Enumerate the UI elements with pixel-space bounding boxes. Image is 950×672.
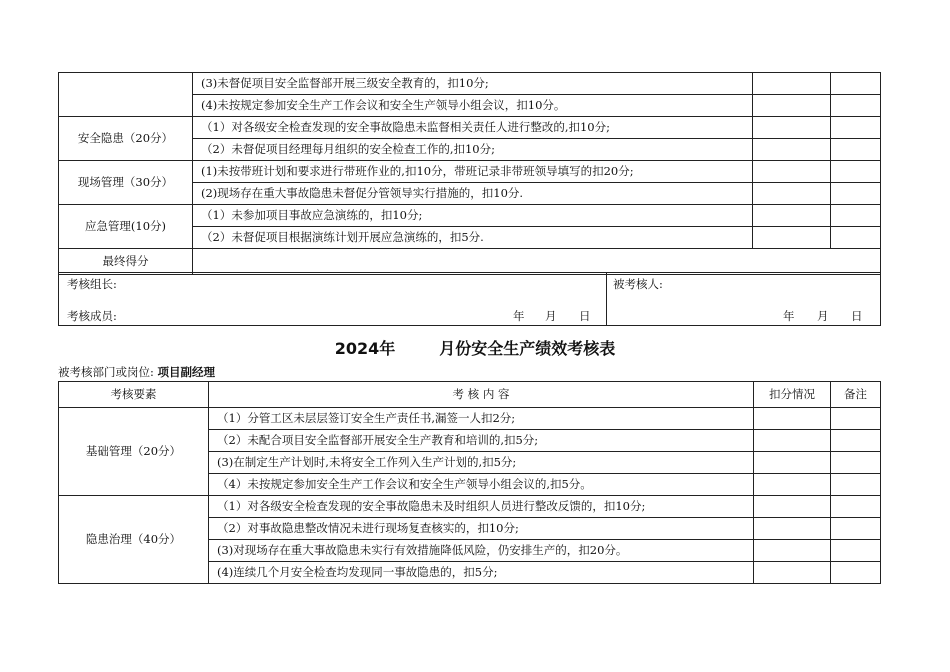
criteria-item: (4)连续几个月安全检查均发现同一事故隐患的，扣5分;	[209, 562, 754, 584]
remark-cell[interactable]	[831, 227, 881, 249]
deduction-cell[interactable]	[753, 95, 831, 117]
remark-cell[interactable]	[831, 408, 881, 430]
leader-label: 考核组长:	[67, 277, 117, 291]
date-month: 月	[545, 309, 557, 323]
assessee-label: 被考核人:	[613, 277, 663, 291]
signature-block	[58, 272, 881, 326]
criteria-item: （1）对各级安全检查发现的安全事故隐患未监督相关责任人进行整改的,扣10分;	[193, 117, 753, 139]
remark-cell[interactable]	[831, 117, 881, 139]
criteria-item: （2）未督促项目经理每月组织的安全检查工作的,扣10分;	[193, 139, 753, 161]
remark-cell[interactable]	[831, 518, 881, 540]
deduction-cell[interactable]	[754, 452, 831, 474]
form-title-year: 2024年	[334, 339, 396, 358]
final-score-value[interactable]	[193, 249, 881, 275]
category-cell: 应急管理(10分)	[59, 205, 193, 249]
criteria-item: （4）未按规定参加安全生产工作会议和安全生产领导小组会议的,扣5分。	[209, 474, 754, 496]
remark-cell[interactable]	[831, 139, 881, 161]
remark-cell[interactable]	[831, 430, 881, 452]
criteria-item: （1）对各级安全检查发现的安全事故隐患未及时组织人员进行整改反馈的，扣10分;	[209, 496, 754, 518]
header-content: 考 核 内 容	[209, 382, 754, 408]
form-title	[0, 336, 950, 359]
deduction-cell[interactable]	[754, 408, 831, 430]
date-year: 年	[513, 309, 525, 323]
deduction-cell[interactable]	[753, 227, 831, 249]
criteria-item: (4)未按规定参加安全生产工作会议和安全生产领导小组会议，扣10分。	[193, 95, 753, 117]
criteria-item: (1)未按带班计划和要求进行带班作业的,扣10分，带班记录非带班领导填写的扣20分;	[193, 161, 753, 183]
criteria-item: (3)对现场存在重大事故隐患未实行有效措施降低风险，仍安排生产的，扣20分。	[209, 540, 754, 562]
form-title-rest: 月份安全生产绩效考核表	[439, 339, 616, 358]
category-cell: 基础管理（20分）	[59, 408, 209, 496]
deduction-cell[interactable]	[753, 183, 831, 205]
remark-cell[interactable]	[831, 562, 881, 584]
remark-cell[interactable]	[831, 452, 881, 474]
date-year: 年	[783, 309, 795, 323]
criteria-item: （1）未参加项目事故应急演练的，扣10分;	[193, 205, 753, 227]
date-month: 月	[817, 309, 829, 323]
deduction-cell[interactable]	[754, 540, 831, 562]
deduction-cell[interactable]	[754, 518, 831, 540]
assessee-cell[interactable]	[607, 273, 881, 326]
criteria-item: （1）分管工区未层层签订安全生产责任书,漏签一人扣2分;	[209, 408, 754, 430]
deduction-cell[interactable]	[753, 117, 831, 139]
deduction-cell[interactable]	[753, 73, 831, 95]
criteria-item: （2）对事故隐患整改情况未进行现场复查核实的，扣10分;	[209, 518, 754, 540]
remark-cell[interactable]	[831, 205, 881, 227]
department-label: 被考核部门或岗位:	[58, 365, 154, 379]
members-label: 考核成员:	[67, 309, 117, 323]
final-score-label: 最终得分	[59, 249, 193, 275]
deduction-cell[interactable]	[753, 205, 831, 227]
assessment-table	[58, 381, 881, 584]
leader-members-cell[interactable]	[59, 273, 607, 326]
deduction-cell[interactable]	[754, 496, 831, 518]
criteria-item: (3)在制定生产计划时,未将安全工作列入生产计划的,扣5分;	[209, 452, 754, 474]
header-deduction: 扣分情况	[754, 382, 831, 408]
remark-cell[interactable]	[831, 540, 881, 562]
category-cell: 现场管理（30分）	[59, 161, 193, 205]
header-factor: 考核要素	[59, 382, 209, 408]
department-line	[58, 364, 215, 380]
department-value: 项目副经理	[157, 365, 216, 379]
category-cell: 安全隐患（20分）	[59, 117, 193, 161]
category-cell: 隐患治理（40分）	[59, 496, 209, 584]
category-cell	[59, 73, 193, 117]
remark-cell[interactable]	[831, 161, 881, 183]
remark-cell[interactable]	[831, 474, 881, 496]
criteria-item: (3)未督促项目安全监督部开展三级安全教育的，扣10分;	[193, 73, 753, 95]
deduction-cell[interactable]	[754, 474, 831, 496]
deduction-cell[interactable]	[754, 562, 831, 584]
deduction-cell[interactable]	[753, 161, 831, 183]
remark-cell[interactable]	[831, 95, 881, 117]
date-day: 日	[851, 309, 863, 323]
header-remark: 备注	[831, 382, 881, 408]
deduction-cell[interactable]	[753, 139, 831, 161]
criteria-item: (2)现场存在重大事故隐患未督促分管领导实行措施的，扣10分.	[193, 183, 753, 205]
remark-cell[interactable]	[831, 183, 881, 205]
deduction-cell[interactable]	[754, 430, 831, 452]
assessment-table-continued	[58, 72, 881, 275]
date-day: 日	[579, 309, 591, 323]
remark-cell[interactable]	[831, 496, 881, 518]
remark-cell[interactable]	[831, 73, 881, 95]
criteria-item: （2）未配合项目安全监督部开展安全生产教育和培训的,扣5分;	[209, 430, 754, 452]
criteria-item: （2）未督促项目根据演练计划开展应急演练的，扣5分.	[193, 227, 753, 249]
